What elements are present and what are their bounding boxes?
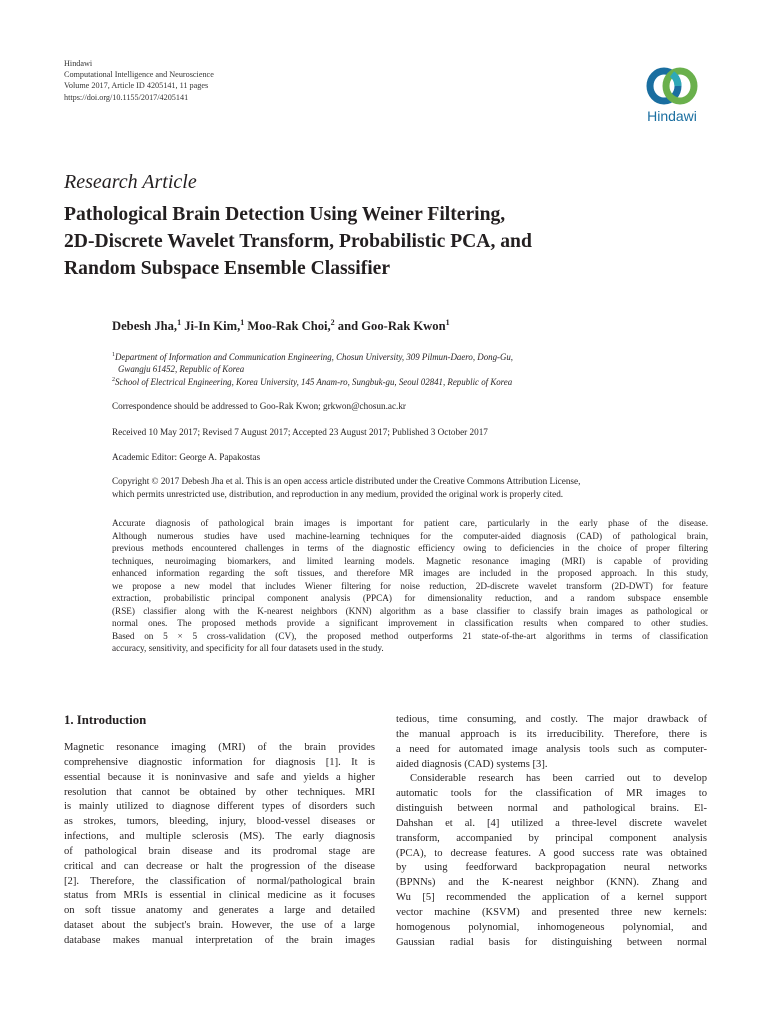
body-line: (BPNNs) and the K-nearest neighbor (KNN). Zhang and xyxy=(396,877,707,889)
hindawi-logo xyxy=(634,64,710,134)
abstract-line: normal ones. The proposed methods provide a significant improvement in classification results when compared to other studies. xyxy=(112,618,708,629)
body-column-right xyxy=(396,713,707,951)
body-line: aided diagnosis (CAD) systems [3]. xyxy=(396,758,548,770)
abstract-line: enhanced information regarding the soft tissues, and therefore MR images are included in the proposed approach. In this study, xyxy=(112,568,708,579)
body-line: Considerable research has been carried out to develop xyxy=(410,773,707,785)
body-line: resolution that cannot be obtained by other techniques. MRI xyxy=(64,786,375,798)
body-line: a need for automated image analysis tools such as computer- xyxy=(396,743,707,755)
hindawi-logo-mark xyxy=(644,64,700,108)
body-line: of pathological brain disease and its prodromal stage are xyxy=(64,845,375,857)
author-name: Debesh Jha, xyxy=(112,319,178,334)
body-line: infections, and multiple sclerosis (MS). The early diagnosis xyxy=(64,831,375,843)
body-line: Gaussian radial basis for distinguishing between normal xyxy=(396,936,707,948)
body-line: automatic tools for the classification of MR images to xyxy=(396,788,707,800)
abstract-line: previous methods encountered challenges in terms of the diagnostic efficiency owing to deficiencies in the choice of proper filtering xyxy=(112,543,708,554)
affiliation xyxy=(112,349,632,375)
author-name: Moo-Rak Choi, xyxy=(247,319,331,334)
body-line: vector machine (KSVM) and presented three new kernels: xyxy=(396,906,707,918)
affiliation-text: Department of Information and Communication Engineering, Chosun University, 309 Pilmun-Daero, Dong-Gu, xyxy=(115,351,514,362)
author-affil-mark: 2 xyxy=(330,318,335,327)
abstract-line: Based on 5 × 5 cross-validation (CV), the proposed method outperforms 21 state-of-the-art algorithms in terms of classification xyxy=(112,630,708,641)
affiliation-text: Gwangju 61452, Republic of Korea xyxy=(118,363,245,374)
body-line: (PCA), to decrease features. A good success rate was obtained xyxy=(396,847,707,859)
body-line: transform, accompanied by principal component analysis xyxy=(396,832,707,844)
body-column-left xyxy=(64,741,375,949)
author-affil-mark: 1 xyxy=(240,318,245,327)
author-list xyxy=(112,318,450,334)
body-line: on soft tissue anatomy and generates a large and detailed xyxy=(64,905,375,917)
body-line: dataset about the subject's brain. However, the use of a large xyxy=(64,920,375,932)
body-line: distinguish between normal and pathological brains. El- xyxy=(396,803,707,815)
correspondence: Correspondence should be addressed to Goo-Rak Kwon; grkwon@chosun.ac.kr xyxy=(112,401,406,411)
affiliation xyxy=(112,374,632,388)
volume-info: Volume 2017, Article ID 4205141, 11 pages xyxy=(64,81,209,91)
abstract-line: Accurate diagnosis of pathological brain images is important for patient care, particularly in the early phase of the disease. xyxy=(112,518,708,528)
body-line: essential because it is noninvasive and safe and yields a higher xyxy=(64,771,375,783)
author-affil-mark: 1 xyxy=(445,318,450,327)
author-affil-mark: 1 xyxy=(177,318,182,327)
body-line: by using feedforward backpropagation neural networks xyxy=(396,862,707,874)
body-line: tedious, time consuming, and costly. The major drawback of xyxy=(396,714,707,725)
journal-header xyxy=(64,58,214,103)
paper-title xyxy=(64,201,704,282)
logo-wordmark: Hindawi xyxy=(647,108,697,124)
body-line: is mainly utilized to diagnose different types of disorders such xyxy=(64,801,375,813)
body-line: critical and can decrease or halt the progression of the disease xyxy=(64,860,375,872)
publisher-name: Hindawi xyxy=(64,59,93,68)
abstract-line: extraction, probabilistic principal component analysis (PPCA) for dimensionality reduction, and a random subspace ensemble xyxy=(112,593,708,604)
body-line: homogenous polynomial, inhomogeneous polynomial, and xyxy=(396,921,707,933)
publication-dates: Received 10 May 2017; Revised 7 August 2017; Accepted 23 August 2017; Published 3 October 2017 xyxy=(112,427,488,437)
article-type: Research Article xyxy=(64,171,197,193)
abstract-line: Although numerous studies have used machine-learning techniques for the computer-aided diagnosis (CAD) of pathological brain, xyxy=(112,530,708,541)
author-name: Ji-In Kim, xyxy=(184,319,241,334)
doi-link[interactable]: https://doi.org/10.1155/2017/4205141 xyxy=(64,92,189,102)
section-heading: 1. Introduction xyxy=(64,713,147,727)
affiliation-mark: 2 xyxy=(112,377,115,383)
copyright-line: which permits unrestricted use, distribution, and reproduction in any medium, provided the original work is properly cited. xyxy=(112,489,564,499)
abstract-line: techniques, neuroimaging biomarkers, and limited learning models. Magnetic resonance imaging (MRI) is capable of providing xyxy=(112,555,708,566)
title-line: Random Subspace Ensemble Classifier xyxy=(64,258,391,279)
title-line: Pathological Brain Detection Using Weiner Filtering, xyxy=(64,204,506,225)
body-line: status from MRIs is essential in clinical medicine as it focuses xyxy=(64,890,375,902)
copyright-notice xyxy=(112,475,708,501)
body-line: comprehensive diagnostic information for diagnosis [1]. It is xyxy=(64,756,375,768)
abstract-line: we propose a new model that includes Wiener filtering for noise reduction, 2D-discrete wavelet transform (2D-DWT) for feature xyxy=(112,580,708,591)
body-line: Dahshan et al. [4] utilized a three-level discrete wavelet xyxy=(396,817,707,829)
journal-name: Computational Intelligence and Neuroscience xyxy=(64,70,214,80)
body-line: [2]. Therefore, the classification of normal/pathological brain xyxy=(64,875,375,887)
abstract-line: accuracy, sensitivity, and specificity for all four datasets used in the study. xyxy=(112,643,384,654)
academic-editor: Academic Editor: George A. Papakostas xyxy=(112,452,261,462)
copyright-line: Copyright © 2017 Debesh Jha et al. This is an open access article distributed under the Creative Commons Attribution License, xyxy=(112,476,581,486)
abstract xyxy=(112,517,708,655)
body-line: as strokes, tumors, bleeding, injury, blood-vessel diseases or xyxy=(64,816,375,828)
body-line: the manual approach is its irreducibility. Therefore, there is xyxy=(396,728,707,740)
affiliation-text: School of Electrical Engineering, Korea University, 145 Anam-ro, Sungbuk-gu, Seoul 02841, Republic of Korea xyxy=(115,376,513,387)
author-name: and Goo-Rak Kwon xyxy=(337,319,446,334)
affiliation-mark: 1 xyxy=(112,352,115,358)
body-line: Wu [5] recommended the application of a kernel support xyxy=(396,892,707,904)
body-line: Magnetic resonance imaging (MRI) of the brain provides xyxy=(64,742,375,753)
abstract-line: (RSE) classifier along with the K-nearest neighbors (KNN) algorithm as a base classifier to classify brain images as pathological or xyxy=(112,605,708,616)
title-line: 2D-Discrete Wavelet Transform, Probabilistic PCA, and xyxy=(64,231,532,252)
body-line: database makes manual interpretation of the brain images xyxy=(64,934,375,946)
